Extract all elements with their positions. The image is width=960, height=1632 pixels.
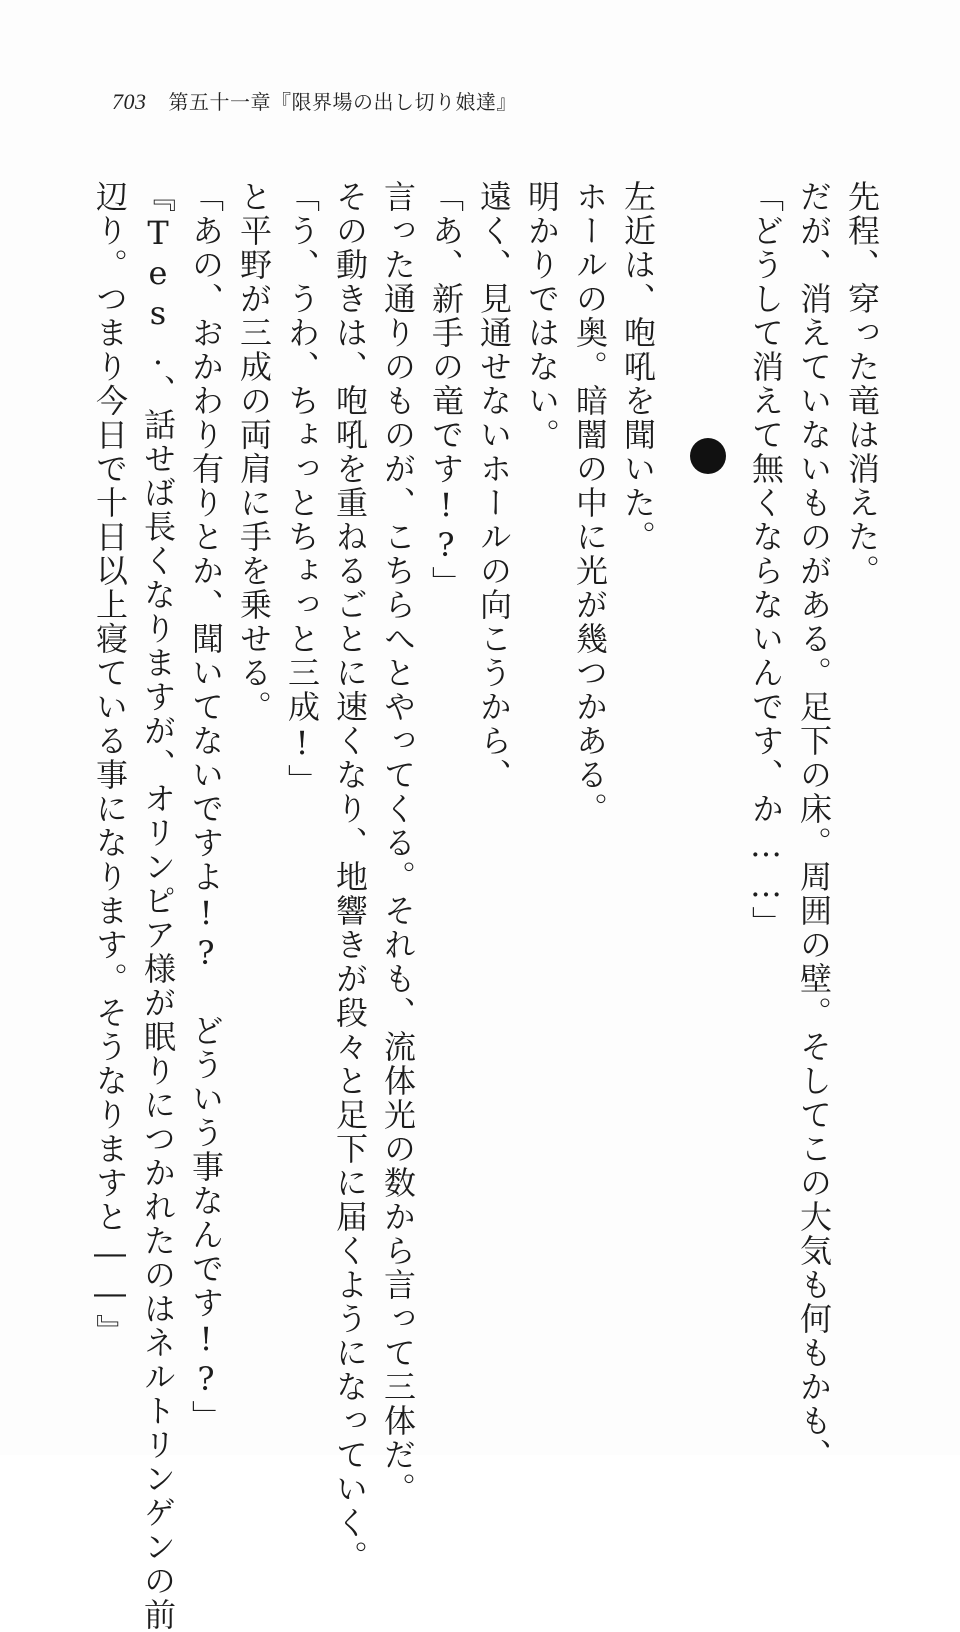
- text-line: 「どうして消えて無くならないんです、か……」: [747, 180, 785, 940]
- text-line: 「あ、新手の竜です!?」: [427, 180, 465, 600]
- text-line: 左近は、咆吼を聞いた。: [619, 180, 657, 554]
- text-line: 辺り。つまり今日で十日以上寝ている事になります。そうなりますと――』: [91, 180, 129, 1348]
- text-line: と平野が三成の両肩に手を乗せる。: [235, 180, 273, 724]
- text-line: 明かりではない。: [523, 180, 561, 452]
- text-line: 言った通りのものが、こちらへとやってくる。それも、流体光の数から言って三体だ。: [379, 180, 417, 1506]
- text-line: ホールの奥。暗闇の中に光が幾つかある。: [571, 180, 609, 826]
- text-line: だが、消えていないものがある。足下の床。周囲の壁。そしてこの大気も何もかも、: [795, 180, 833, 1472]
- text-line: 『Tes.、話せば長くなりますが、オリンピア様が眠りにつかれたのはネルトリンゲンの前: [139, 180, 177, 1632]
- text-line: 「う、うわ、ちょっとちょっと三成!」: [283, 180, 321, 798]
- text-line: 「あの、おかわり有りとか、聞いてないですよ!? どういう事なんです!?」: [187, 180, 225, 1434]
- text-line: 先程、穿った竜は消えた。: [843, 180, 881, 588]
- running-head: 第五十一章『限界場の出し切り娘達』: [168, 92, 517, 114]
- text-line: その動きは、咆吼を重ねるごとに速くなり、地響きが段々と足下に届くようになっていく。: [331, 180, 369, 1574]
- text-line: 遠く、見通せないホールの向こうから、: [475, 180, 513, 792]
- page-number: 703: [112, 89, 147, 114]
